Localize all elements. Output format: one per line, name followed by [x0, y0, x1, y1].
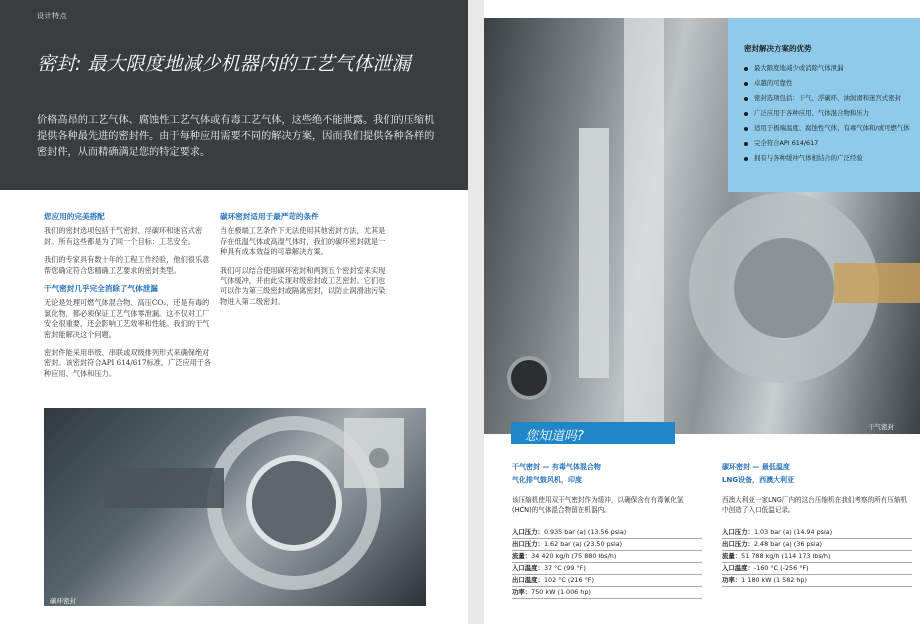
case-subtitle: LNG设备，西澳大利亚 [722, 476, 795, 484]
spec-value: 1.62 bar (a) (23.50 psia) [543, 540, 623, 548]
spec-value: 37 °C (99 °F) [543, 564, 586, 572]
machinery-illustration [44, 408, 426, 606]
benefits-box [728, 18, 920, 192]
case-body: 西澳大利亚一家LNG厂内的这台压缩机在我们考察的所有压缩机中创造了入口低温记录。 [722, 496, 908, 514]
spec-row [512, 587, 702, 599]
body-paragraph: 无论是处理可燃气体混合物、高压CO₂，还是有毒的氯化物，都必须保证工艺气体零泄漏。这不仅对工厂安全很重要，还会影响工艺效率和性能。我们的干气密封能解决这个问题。 [44, 298, 210, 339]
body-paragraph: 密封件能采用串级、串联或双级排列形式来确保绝对密封。该密封符合API 614/617标准，广泛应用于各种应用、气体和压力。 [44, 348, 212, 378]
body-paragraph: 我们的密封选项包括干气密封、浮碳环和迷宫式密封。所有这些都是为了同一个目标：工艺安全。 [44, 226, 203, 246]
spec-row [512, 551, 702, 563]
spec-row [722, 575, 912, 587]
photo-caption: 碳环密封 [50, 597, 76, 605]
text-column-1 [44, 212, 214, 387]
benefits-list [744, 64, 914, 169]
benefit-item: 拥有与各种缓冲气体相结合的广泛经验 [744, 154, 914, 163]
page-headline: 密封: 最大限度地减少机器内的工艺气体泄漏 [37, 53, 411, 75]
benefit-item: 卓越的可靠性 [744, 79, 914, 88]
spec-label: 出口温度： [512, 576, 544, 584]
section-heading: 碳环密封适用于最严苛的条件 [220, 212, 319, 221]
did-you-know-label: 您知道吗? [525, 429, 584, 444]
section-kicker: 设计特点 [37, 12, 67, 20]
spec-value: 34 420 kg/h (75 880 lbs/h) [531, 552, 617, 560]
spec-row [722, 551, 912, 563]
case-subtitle: 气化排气鼓风机，印度 [512, 476, 582, 484]
body-paragraph: 我们可以结合使用碳环密封和两到五个密封室来实现气体缓冲，并由此实现对级密封或工艺密封。它们也可以作为第三级密封或隔离密封，以防止润滑油污染物进入第二级密封。 [220, 265, 386, 306]
spec-label: 入口压力： [722, 528, 754, 536]
intro-paragraph: 价格高昂的工艺气体、腐蚀性工艺气体或有毒工艺气体，这些绝不能泄露。我们的压缩机提供各种最先进的密封件。由于每种应用需要不同的解决方案，因而我们提供各种各样的密封件，从而精确满足您的特定要求。 [37, 115, 435, 158]
spec-label: 流量： [722, 552, 742, 560]
spec-value: 51 788 kg/h (114 173 lbs/h) [741, 552, 831, 560]
spec-value: 2.48 bar (a) (36 psia) [753, 540, 823, 548]
benefit-item: 完全符合API 614/617 [744, 139, 914, 148]
spec-label: 功率： [722, 576, 742, 584]
spec-row [512, 527, 702, 539]
benefit-item: 最大限度地减少或消除气体泄漏 [744, 64, 914, 73]
right-page [484, 0, 920, 624]
spec-row [512, 563, 702, 575]
spec-row [722, 539, 912, 551]
carbon-ring-seal-photo [44, 408, 426, 606]
hero-panel [0, 0, 468, 190]
benefit-item: 密封选项包括：干气、浮碳环、油润滑和迷宫式密封 [744, 94, 914, 103]
benefits-title: 密封解决方案的优势 [744, 44, 812, 53]
spec-value: 0.935 bar (a) (13.56 psia) [543, 528, 627, 536]
case-body: 该压缩机使用双干气密封作为缓冲，以确保含有有毒氰化氢(HCN)的气体混合物留在机器内。 [512, 496, 684, 514]
spec-row [722, 527, 912, 539]
page-gutter [468, 0, 484, 624]
spec-label: 出口压力： [512, 540, 544, 548]
section-heading: 干气密封几乎完全消除了气体泄漏 [44, 284, 158, 294]
text-column-2 [220, 212, 390, 315]
spec-value: 750 kW (1 006 hp) [531, 588, 591, 596]
spec-row [512, 539, 702, 551]
spec-label: 入口压力： [512, 528, 544, 536]
case-title: 干气密封 — 有毒气体混合物 [512, 463, 601, 471]
spec-value: 1 180 kW (1 582 hp) [741, 576, 807, 584]
case-study-carbon-ring [722, 462, 912, 587]
body-paragraph: 我们的专家具有数十年的工程工作经验，他们很乐意帮您确定符合您精确工艺要求的密封类型。 [44, 255, 210, 275]
spec-label: 功率： [512, 588, 532, 596]
spec-label: 入口温度： [512, 564, 544, 572]
case-study-dry-gas [512, 462, 702, 599]
case-title: 碳环密封 — 最低温度 [722, 463, 790, 471]
section-heading: 您应用的完美搭配 [44, 212, 105, 221]
spec-label: 流量： [512, 552, 532, 560]
spec-row [722, 563, 912, 575]
spec-value: 102 °C (216 °F) [543, 576, 594, 584]
photo-caption: 干气密封 [868, 423, 894, 431]
spec-value: -160 °C (-256 °F) [753, 564, 809, 572]
benefit-item: 广泛应用于各种应用、气体混合物和压力 [744, 109, 914, 118]
spec-value: 1.03 bar (a) (14.94 psia) [753, 528, 833, 536]
spec-row [512, 575, 702, 587]
benefit-item: 适用于极端温度、腐蚀性气体、有毒气体和/或可燃气体 [744, 124, 914, 133]
body-paragraph: 当在极端工艺条件下无法使用其他密封方法，尤其是存在低温气体或高湿气体时，我们的碳环密封就是一种具有成本效益的可靠解决方案。 [220, 226, 386, 257]
spec-label: 入口温度： [722, 564, 754, 572]
spec-label: 出口压力： [722, 540, 754, 548]
did-you-know-banner [511, 422, 675, 444]
